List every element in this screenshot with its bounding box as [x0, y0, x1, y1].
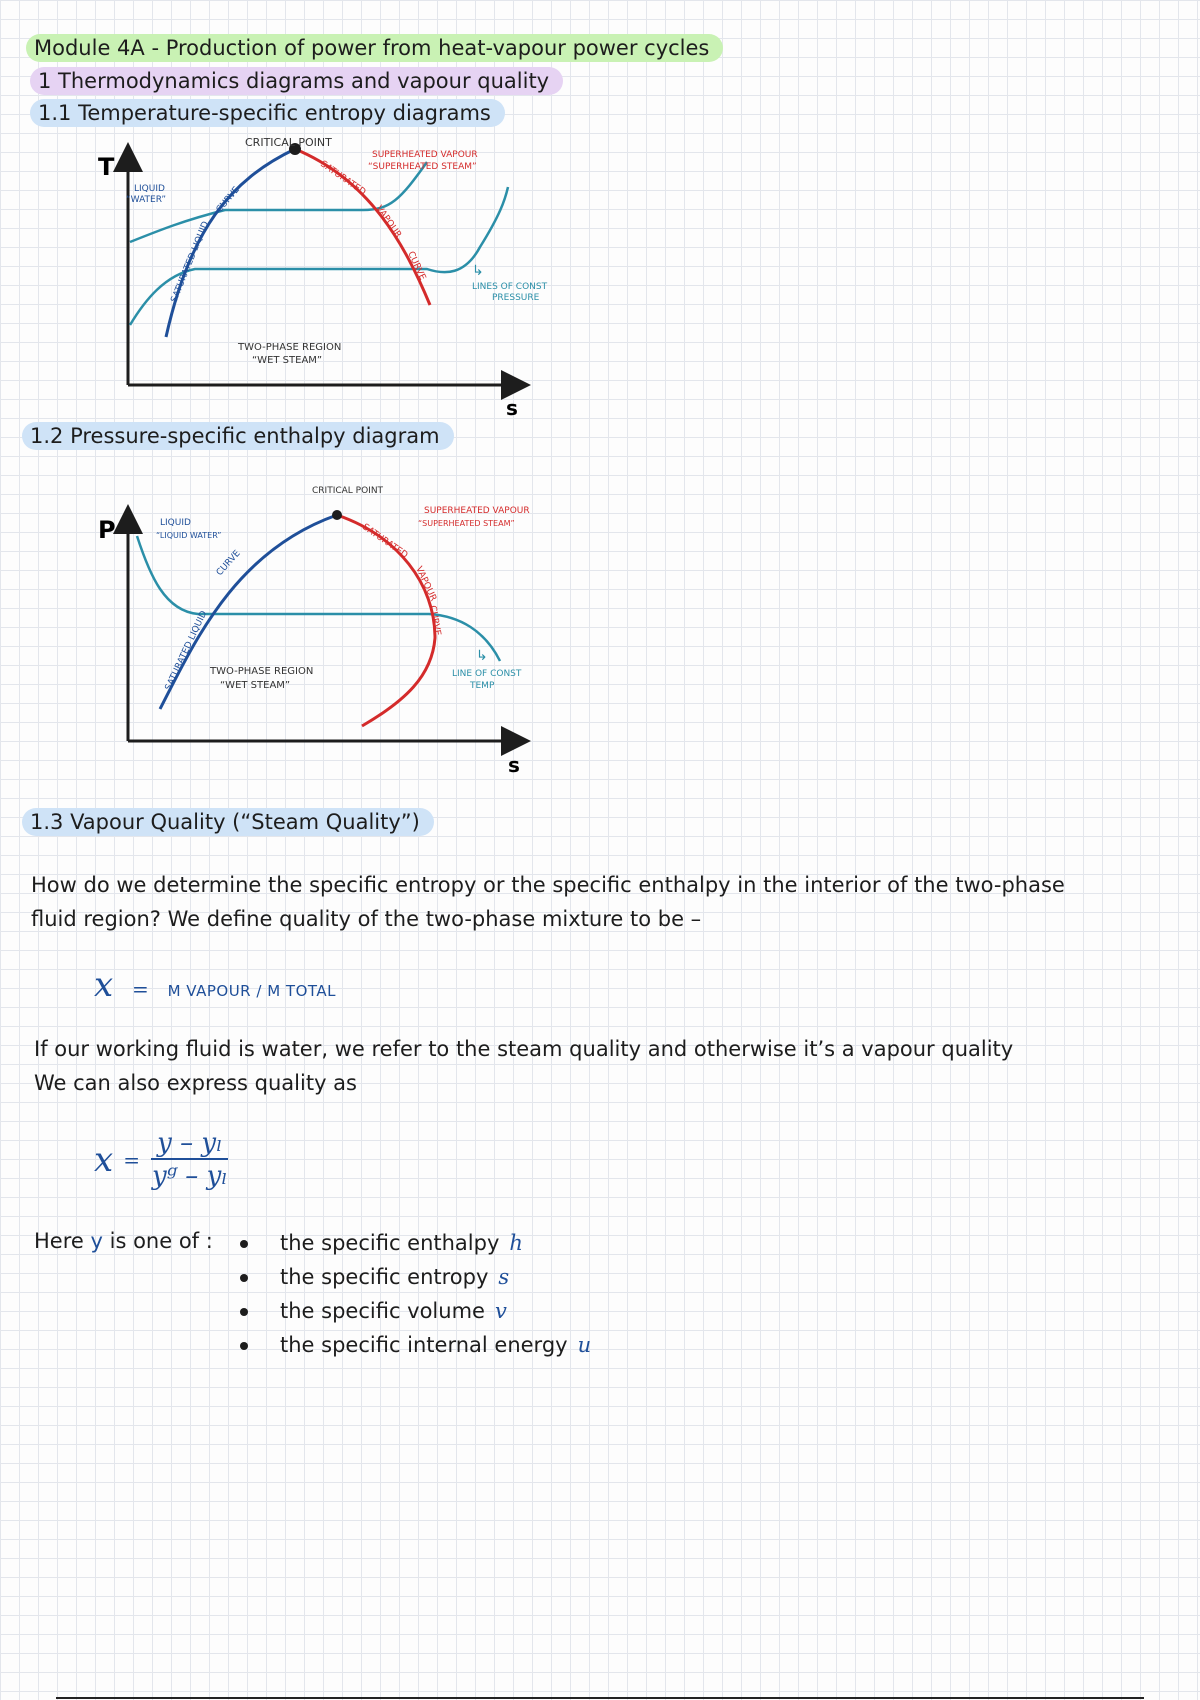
ph-diagram: [80, 476, 620, 781]
ts-isobar-label: LINES OF CONST: [472, 282, 548, 292]
ph-liquid-label: LIQUID: [160, 518, 191, 528]
ts-superheated-label-2: “SUPERHEATED STEAM”: [368, 162, 477, 172]
ph-p-axis-label: P: [98, 516, 116, 544]
list-item-text: the specific internal energy: [280, 1333, 568, 1357]
ph-s-axis-label: s: [508, 753, 520, 777]
ts-sat-vapour-label: SATURATED: [318, 159, 368, 198]
list-intro-suffix: is one of :: [109, 1229, 213, 1253]
ph-sat-vapour-label: SATURATED: [360, 522, 410, 561]
bullet-icon: [240, 1240, 248, 1248]
formula-2-denominator: yᵍ – yₗ: [151, 1161, 228, 1191]
formula-2-numerator: y – yₗ: [151, 1128, 228, 1160]
ts-t-axis-label: T: [98, 153, 115, 181]
ts-saturated-vapour-curve: [295, 149, 430, 305]
list-item-symbol: s: [498, 1265, 510, 1289]
ph-critical-point: [332, 510, 342, 520]
paragraph-1-line-1: How do we determine the specific entropy or the specific enthalpy in the interior of the two-phase: [31, 873, 1065, 897]
ts-critical-point-label: CRITICAL POINT: [245, 136, 332, 149]
ts-two-phase-label-2: “WET STEAM”: [252, 355, 323, 366]
list-item-symbol: h: [509, 1231, 523, 1255]
ts-saturated-liquid-curve: [166, 149, 295, 337]
list-intro-variable: y: [90, 1229, 103, 1253]
formula-1-lhs: x: [94, 965, 114, 1005]
ts-s-axis-label: s: [506, 396, 518, 420]
page-bottom-divider: [56, 1697, 1144, 1699]
ts-sat-liquid-label: SATURATED LIQUID: [169, 220, 212, 305]
ph-sat-liquid-label-2: CURVE: [214, 548, 243, 579]
formula-2-fraction: [146, 1128, 234, 1192]
bullet-icon: [240, 1342, 248, 1350]
ph-two-phase-label: TWO-PHASE REGION: [210, 666, 314, 677]
ph-liquid-label-2: “LIQUID WATER”: [156, 531, 222, 540]
ts-sat-liquid-label-2: CURVE: [214, 185, 242, 215]
section-1-3-heading: 1.3 Vapour Quality (“Steam Quality”): [22, 808, 434, 836]
ts-sat-vapour-label-3: CURVE: [405, 250, 428, 282]
section-1-heading: 1 Thermodynamics diagrams and vapour quality: [30, 67, 563, 95]
formula-quality-property: [94, 1128, 234, 1192]
formula-2-eq: =: [123, 1148, 140, 1172]
list-item: [240, 1294, 507, 1328]
ts-sat-vapour-label-2: VAPOUR: [373, 203, 404, 241]
ph-superheated-label-2: “SUPERHEATED STEAM”: [418, 519, 515, 528]
ts-diagram: [80, 135, 620, 425]
list-intro: [34, 1224, 213, 1258]
ph-sat-liquid-label: SATURATED LIQUID: [163, 609, 210, 693]
list-item-text: the specific entropy: [280, 1265, 489, 1289]
ts-two-phase-label: TWO-PHASE REGION: [238, 342, 342, 353]
list-item-text: the specific volume: [280, 1299, 485, 1323]
formula-2-lhs: x: [94, 1140, 114, 1180]
list-intro-prefix: Here: [34, 1229, 84, 1253]
bullet-icon: [240, 1274, 248, 1282]
ph-isotherm-label: LINE OF CONST: [452, 669, 522, 679]
paragraph-2-line-2: We can also express quality as: [34, 1071, 357, 1095]
bullet-icon: [240, 1308, 248, 1316]
list-item-symbol: v: [494, 1299, 507, 1323]
paragraph-1-line-2: fluid region? We define quality of the two-phase mixture to be –: [31, 907, 702, 931]
list-item: [240, 1226, 523, 1260]
ts-liquid-label: LIQUID: [134, 184, 165, 194]
section-1-1-heading: 1.1 Temperature-specific entropy diagrams: [30, 99, 505, 127]
module-title: Module 4A - Production of power from heat-vapour power cycles: [26, 34, 723, 62]
ph-critical-point-label: CRITICAL POINT: [312, 486, 384, 496]
ts-superheated-label: SUPERHEATED VAPOUR: [372, 150, 478, 160]
section-1-2-heading: 1.2 Pressure-specific enthalpy diagram: [22, 422, 454, 450]
formula-1-eq: =: [132, 977, 149, 1001]
formula-quality-mass: [94, 965, 336, 1005]
ph-sat-vapour-label-3: CURVE: [427, 604, 443, 637]
ts-isobar-label-2: PRESSURE: [492, 293, 540, 303]
ph-two-phase-label-2: “WET STEAM”: [220, 680, 291, 691]
list-item: [240, 1260, 509, 1294]
paragraph-2-line-1: If our working fluid is water, we refer to the steam quality and otherwise it’s a vapour quality: [34, 1037, 1014, 1061]
ph-isotherm-label-2: TEMP: [470, 681, 495, 691]
ts-isobar-high: [130, 162, 427, 242]
list-item-text: the specific enthalpy: [280, 1231, 500, 1255]
formula-1-rhs: M VAPOUR / M TOTAL: [167, 982, 336, 1000]
list-item-symbol: u: [577, 1333, 592, 1357]
ph-sat-vapour-label-2: VAPOUR: [413, 565, 439, 603]
ph-superheated-label: SUPERHEATED VAPOUR: [424, 506, 530, 516]
list-item: [240, 1328, 591, 1362]
ts-liquid-label-2: “WATER”: [126, 195, 167, 205]
ts-isobar-arrow-icon: ↳: [472, 263, 484, 279]
ph-isotherm-arrow-icon: ↳: [476, 648, 488, 664]
